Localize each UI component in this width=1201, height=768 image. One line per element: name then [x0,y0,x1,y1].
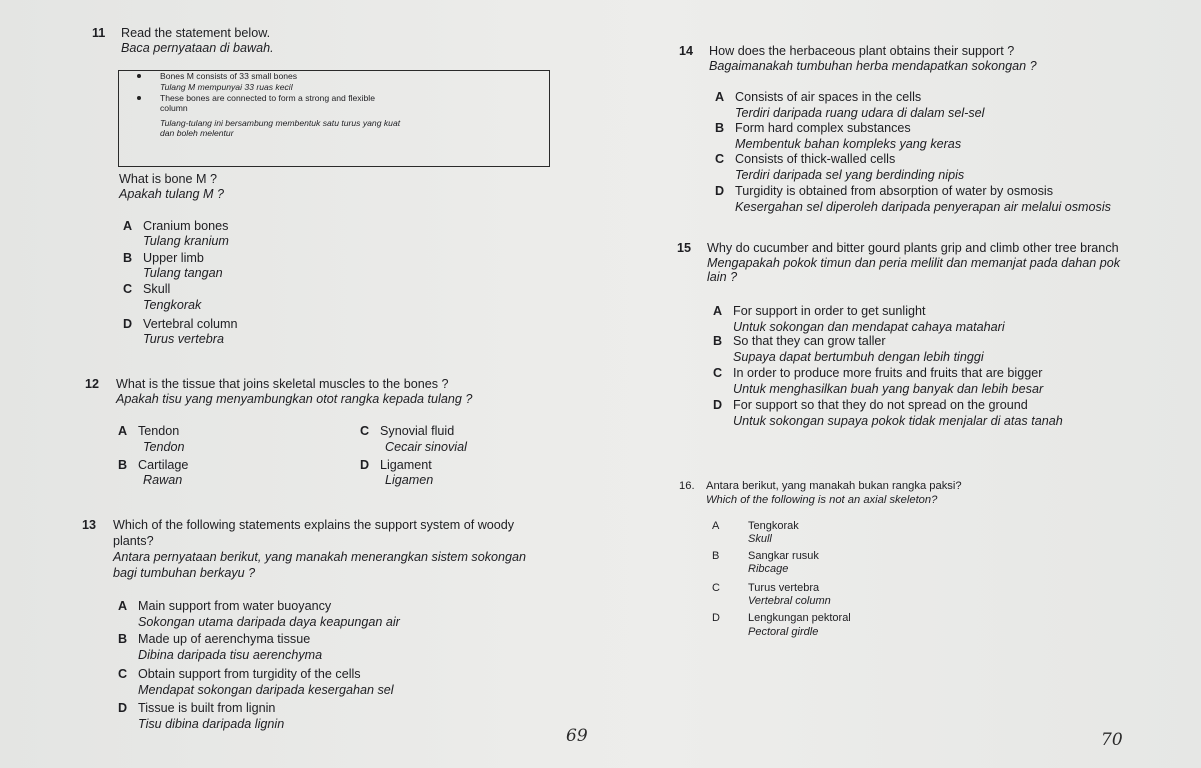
q13-stem-en-1: Which of the following statements explains the support system of woody [113,518,515,532]
q16-number: 16. [679,480,695,492]
q12-option-b-ms: Rawan [143,473,183,487]
q16-stem-en: Which of the following is not an axial skeleton? [706,494,938,506]
bullet-icon [137,96,141,100]
q15-stem-ms-1: Mengapakah pokok timun dan peria melilit dan memanjat pada dahan pok [707,256,1121,270]
q14-option-d[interactable]: D Turgidity is obtained from absorption of water by osmosis [715,184,1054,198]
q12-option-a-ms: Tendon [143,440,185,454]
q12-option-c[interactable]: C Synovial fluid [360,424,455,438]
q11-option-a-ms: Tulang kranium [143,234,229,248]
q13-option-b-ms: Dibina daripada tisu aerenchyma [138,648,323,662]
q11-box-line2-ms: Tulang-tulang ini bersambung membentuk satu turus yang kuat [160,118,401,128]
q14-stem-ms: Bagaimanakah tumbuhan herba mendapatkan sokongan ? [709,59,1037,73]
q15-option-c-ms: Untuk menghasilkan buah yang banyak dan lebih besar [733,382,1044,396]
q13-option-a-ms: Sokongan utama daripada daya keapungan air [138,615,400,629]
q15-option-a[interactable]: A For support in order to get sunlight [713,304,926,318]
q11-box-line2-en: These bones are connected to form a strong and flexible [160,93,375,103]
q13-option-d-ms: Tisu dibina daripada lignin [138,717,285,731]
q14-option-a-ms: Terdiri daripada ruang udara di dalam sel-sel [735,106,985,120]
q16-option-a[interactable]: A Tengkorak [712,520,799,532]
q15-number: 15 [677,241,692,255]
q14-option-d-ms: Kesergahan sel diperoleh daripada penyerapan air melalui osmosis [735,200,1111,214]
q15-option-c[interactable]: C In order to produce more fruits and fruits that are bigger [713,366,1043,380]
q13-option-a[interactable]: A Main support from water buoyancy [118,599,332,613]
q14-option-c[interactable]: C Consists of thick-walled cells [715,152,896,166]
q11-box-line1-en: Bones M consists of 33 small bones [160,71,298,81]
q13-option-c-ms: Mendapat sokongan daripada kesergahan sel [138,683,394,697]
q14-number: 14 [679,44,694,58]
q13-option-b[interactable]: B Made up of aerenchyma tissue [118,632,311,646]
q15-stem-ms-2: lain ? [707,270,738,284]
q12-stem-ms: Apakah tisu yang menyambungkan otot rangka kepada tulang ? [116,392,473,406]
q11-option-c-ms: Tengkorak [143,298,202,312]
q14-option-a[interactable]: A Consists of air spaces in the cells [715,90,922,104]
q11-stem-ms: Baca pernyataan di bawah. [121,41,274,55]
q12-option-b[interactable]: B Cartilage [118,458,189,472]
q11-box-line2-en-b: column [160,103,188,113]
q16-option-d[interactable]: D Lengkungan pektoral [712,612,851,624]
q13-option-d[interactable]: D Tissue is built from lignin [118,701,276,715]
bullet-icon [137,74,141,78]
q11-box-line1-ms: Tulang M mempunyai 33 ruas kecil [160,82,293,92]
q12-option-d[interactable]: D Ligament [360,458,432,472]
q16-stem-ms: Antara berikut, yang manakah bukan rangka paksi? [706,480,962,492]
q15-option-b[interactable]: B So that they can grow taller [713,334,886,348]
q11-option-b[interactable]: B Upper limb [123,251,204,265]
q15-option-d[interactable]: D For support so that they do not spread on the ground [713,398,1028,412]
q12-number: 12 [85,377,100,391]
q13-number: 13 [82,518,97,532]
q14-option-c-ms: Terdiri daripada sel yang berdinding nipis [735,168,965,182]
q16-option-b[interactable]: B Sangkar rusuk [712,550,819,562]
q16-option-b-en: Ribcage [748,563,789,575]
q15-stem-en: Why do cucumber and bitter gourd plants grip and climb other tree branch [707,241,1119,255]
q11-box-line2-ms-b: dan boleh melentur [160,128,234,138]
q13-stem-ms-1: Antara pernyataan berikut, yang manakah menerangkan sistem sokongan [113,550,527,564]
q13-stem-ms-2: bagi tumbuhan berkayu ? [113,566,256,580]
q11-option-b-ms: Tulang tangan [143,266,223,280]
q11-question-ms: Apakah tulang M ? [119,187,225,201]
q12-option-c-ms: Cecair sinovial [385,440,467,454]
q12-stem-en: What is the tissue that joins skeletal muscles to the bones ? [116,377,449,391]
q15-option-a-ms: Untuk sokongan dan mendapat cahaya matahari [733,320,1005,334]
q11-option-d-ms: Turus vertebra [143,332,224,346]
q11-option-d[interactable]: D Vertebral column [123,317,238,331]
q15-option-b-ms: Supaya dapat bertumbuh dengan lebih tinggi [733,350,984,364]
q11-question-en: What is bone M ? [119,172,217,186]
q12-option-a[interactable]: A Tendon [118,424,180,438]
page-number-left: 69 [566,726,588,746]
q16-option-c[interactable]: C Turus vertebra [712,582,820,594]
q13-stem-en-2: plants? [113,534,154,548]
q12-option-d-ms: Ligamen [385,473,434,487]
q11-statement-box [118,70,550,167]
q11-number: 11 [92,26,106,40]
q11-option-a[interactable]: A Cranium bones [123,219,229,233]
q14-option-b-ms: Membentuk bahan kompleks yang keras [735,137,962,151]
q13-option-c[interactable]: C Obtain support from turgidity of the cells [118,667,361,681]
q16-option-a-en: Skull [748,533,772,545]
q16-option-c-en: Vertebral column [748,595,831,607]
q14-option-b[interactable]: B Form hard complex substances [715,121,911,135]
q11-stem-en: Read the statement below. [121,26,271,40]
q16-option-d-en: Pectoral girdle [748,626,819,638]
q11-option-c[interactable]: C Skull [123,282,171,296]
q14-stem-en: How does the herbaceous plant obtains their support ? [709,44,1015,58]
page-number-right: 70 [1101,730,1123,750]
q15-option-d-ms: Untuk sokongan supaya pokok tidak menjalar di atas tanah [733,414,1063,428]
